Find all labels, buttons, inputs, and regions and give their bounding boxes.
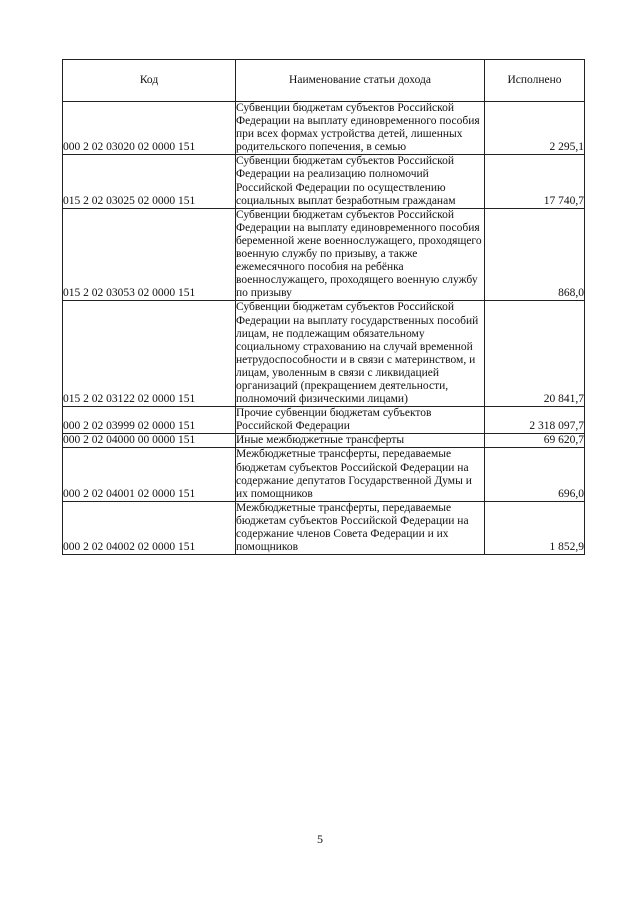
row-executed: 20 841,7 xyxy=(485,301,585,407)
row-name: Субвенции бюджетам субъектов Российской Федерации на выплату единовременного пособия беременной жене военнослужащего, проходящего военную службу по призыву, а также ежемесячного пособия на ребёнка военнослужащего, проходящего военную службу по призыву xyxy=(236,208,485,301)
table-row xyxy=(63,434,585,448)
row-executed: 2 318 097,7 xyxy=(485,407,585,434)
page-number: 5 xyxy=(317,832,323,846)
row-code: 000 2 02 03020 02 0000 151 xyxy=(63,102,236,155)
header-code: Код xyxy=(63,60,236,102)
row-name: Субвенции бюджетам субъектов Российской Федерации на реализацию полномочий Российской Федерации по осуществлению социальных выплат безработным гражданам xyxy=(236,155,485,208)
table-row xyxy=(63,448,585,501)
table-row xyxy=(63,155,585,208)
row-executed: 696,0 xyxy=(485,448,585,501)
row-code: 000 2 02 04001 02 0000 151 xyxy=(63,448,236,501)
row-name: Субвенции бюджетам субъектов Российской Федерации на выплату единовременного пособия при всех формах устройства детей, лишенных родительского попечения, в семью xyxy=(236,102,485,155)
header-executed: Исполнено xyxy=(485,60,585,102)
table-row xyxy=(63,407,585,434)
row-executed: 1 852,9 xyxy=(485,501,585,554)
table-header-row xyxy=(63,60,585,102)
row-name: Прочие субвенции бюджетам субъектов Российской Федерации xyxy=(236,407,485,434)
row-code: 000 2 02 04000 00 0000 151 xyxy=(63,434,236,448)
row-executed: 868,0 xyxy=(485,208,585,301)
row-code: 015 2 02 03053 02 0000 151 xyxy=(63,208,236,301)
row-executed: 2 295,1 xyxy=(485,102,585,155)
table-row xyxy=(63,102,585,155)
table-row xyxy=(63,501,585,554)
row-code: 000 2 02 03999 02 0000 151 xyxy=(63,407,236,434)
row-name: Иные межбюджетные трансферты xyxy=(236,434,485,448)
row-executed: 69 620,7 xyxy=(485,434,585,448)
row-executed: 17 740,7 xyxy=(485,155,585,208)
revenue-table xyxy=(62,59,585,555)
row-name: Субвенции бюджетам субъектов Российской Федерации на выплату государственных пособий лицам, не подлежащим обязательному социальному страхованию на случай временной нетрудоспособности и в связи с материнством, и лицам, уволенным в связи с ликвидацией организаций (прекращением деятельности, полномочий физическими лицами) xyxy=(236,301,485,407)
row-name: Межбюджетные трансферты, передаваемые бюджетам субъектов Российской Федерации на содержание членов Совета Федерации и их помощников xyxy=(236,501,485,554)
row-name: Межбюджетные трансферты, передаваемые бюджетам субъектов Российской Федерации на содержание депутатов Государственной Думы и их помощников xyxy=(236,448,485,501)
table-row xyxy=(63,301,585,407)
row-code: 015 2 02 03122 02 0000 151 xyxy=(63,301,236,407)
table-row xyxy=(63,208,585,301)
header-name: Наименование статьи дохода xyxy=(236,60,485,102)
row-code: 015 2 02 03025 02 0000 151 xyxy=(63,155,236,208)
row-code: 000 2 02 04002 02 0000 151 xyxy=(63,501,236,554)
